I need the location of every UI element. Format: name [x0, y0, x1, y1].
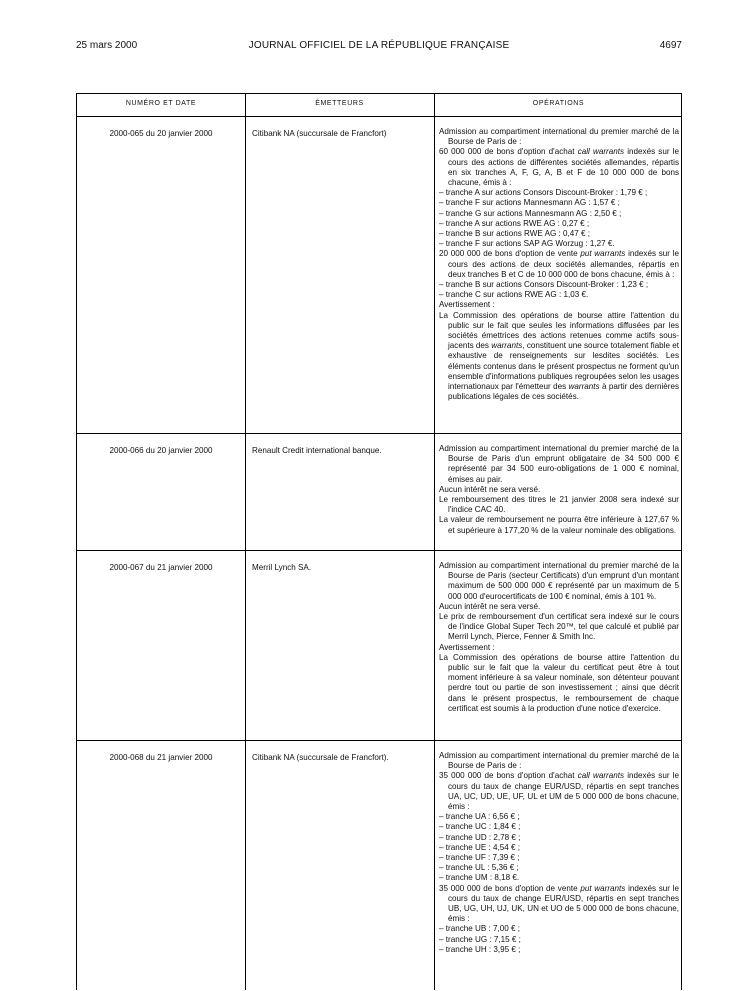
row-number-date: 2000-067 du 21 janvier 2000 [109, 563, 213, 572]
operation-text: Admission au compartiment international du premier marché de la Bourse de Paris (secteur Certificats) d'un emprunt d'un montant maximum de 500 000 000 € représenté par un maximum de 5 000 000 d'eurocertificats de 100 € nominal, émis à 101 %. [439, 561, 679, 601]
operation-text: Le prix de remboursement d'un certificat sera indexé sur le cours de l'indice Global Super Tech 20™, tel que calculé et publié par Merril Lynch, Pierce, Fenner & Smith Inc. [439, 612, 679, 642]
operation-text: 35 000 000 de bons d'option de vente put warrants indexés sur le cours du taux de change EUR/USD, répartis en sept tranches UB, UG, UH, UJ, UK, UN et UO de 5 000 000 de bons chacune, émis : [439, 883, 679, 924]
page-header [76, 40, 682, 56]
operation-text: La valeur de remboursement ne pourra être inférieure à 127,67 % et supérieure à 177,20 % de la valeur nominale des obligations. [439, 515, 679, 535]
row-number-date: 2000-068 du 21 janvier 2000 [109, 753, 213, 762]
warning-label: Avertissement : [439, 642, 495, 652]
row-operations [439, 444, 679, 536]
row-number-date: 2000-065 du 20 janvier 2000 [109, 129, 213, 138]
operation-list-item: – tranche UG : 7,15 € ; [439, 934, 521, 944]
operation-list-item: – tranche B sur actions RWE AG : 0,47 € ; [439, 229, 591, 239]
operation-text: Aucun intérêt ne sera versé. [439, 601, 541, 611]
operations-table [76, 93, 682, 990]
warning-text: La Commission des opérations de bourse attire l'attention du public sur le fait que la valeur du certificat peut être à tout moment inférieure à sa valeur nominale, son détenteur pouvant perdre tout ou partie de son investissement ; ainsi que décrit dans le présent prospectus, le remboursement de chaque certificat est soumis à la production d'une notice d'exercice. [439, 652, 679, 713]
row-operations [439, 127, 679, 402]
column-divider [245, 94, 246, 990]
column-divider [434, 94, 435, 990]
publication-date: 25 mars 2000 [76, 40, 138, 51]
operation-list-item: – tranche A sur actions RWE AG : 0,27 € ; [439, 218, 590, 228]
table-header [77, 94, 681, 117]
operation-list-item: – tranche UH : 3,95 € ; [439, 944, 521, 954]
operation-list-item: – tranche UA : 6,56 € ; [439, 812, 520, 822]
operation-text: 20 000 000 de bons d'option de vente put warrants indexés sur le cours des actions de deux sociétés allemandes, répartis en deux tranches B et C de 10 000 000 de bons chacune, émis à : [439, 249, 679, 279]
operation-list-item: – tranche C sur actions RWE AG : 1,03 €. [439, 290, 589, 300]
row-issuer: Renault Credit international banque. [252, 446, 382, 455]
operation-list-item: – tranche UM : 8,18 €. [439, 873, 520, 883]
operation-list-item: – tranche UD : 2,78 € ; [439, 832, 521, 842]
operation-text: Admission au compartiment international du premier marché de la Bourse de Paris d'un emprunt obligataire de 34 500 000 € représenté par 34 500 euro-obligations de 1 000 € nominal, émises au pair. [439, 444, 679, 484]
operation-list-item: – tranche F sur actions SAP AG Worzug : 1,27 €. [439, 239, 615, 249]
table-row [77, 116, 681, 434]
operation-list-item: – tranche UL : 5,36 € ; [439, 863, 519, 873]
operation-list-item: – tranche UB : 7,00 € ; [439, 924, 520, 934]
operation-text: Aucun intérêt ne sera versé. [439, 484, 541, 494]
operation-text: Admission au compartiment international du premier marché de la Bourse de Paris de : [439, 751, 679, 771]
operation-text: Le remboursement des titres le 21 janvier 2008 sera indexé sur l'indice CAC 40. [439, 495, 679, 515]
row-issuer: Citibank NA (succursale de Francfort) [252, 129, 387, 138]
operation-text: Admission au compartiment international du premier marché de la Bourse de Paris de : [439, 127, 679, 147]
operation-list-item: – tranche G sur actions Mannesmann AG : 2,50 € ; [439, 208, 622, 218]
page-number: 4697 [659, 40, 682, 51]
operation-list-item: – tranche F sur actions Mannesmann AG : 1,57 € ; [439, 198, 620, 208]
table-row [77, 550, 681, 741]
operation-list-item: – tranche UF : 7,39 € ; [439, 853, 520, 863]
operation-list-item: – tranche A sur actions Consors Discount-Broker : 1,79 € ; [439, 188, 648, 198]
column-header-issuers: ÉMETTEURS [315, 100, 364, 107]
row-number-date: 2000-066 du 20 janvier 2000 [109, 446, 213, 455]
column-header-number-date: NUMÉRO ET DATE [125, 100, 197, 107]
row-issuer: Merril Lynch SA. [252, 563, 312, 572]
warning-text: La Commission des opérations de bourse attire l'attention du public sur le fait que seules les informations diffusées par les sociétés émettrices des actions retenues comme actifs sous-jacents des warrants, constituent une source totalement fiable et exhaustive de renseignements sur lesdites sociétés. Les éléments contenus dans le présent prospectus ne forment qu'un ensemble d'informations publiques regroupées selon les usages internationaux par l'émetteur des warrants à partir des dernières publications légales de ces sociétés. [439, 310, 680, 402]
row-operations [439, 561, 679, 714]
operation-text: 60 000 000 de bons d'option d'achat call warrants indexés sur le cours des actions de différentes sociétés allemandes, répartis en six tranches A, F, G, A, B et F de 10 000 000 de bons chacune, émis à : [439, 147, 679, 188]
table-row [77, 740, 681, 991]
table-row [77, 433, 681, 551]
operation-list-item: – tranche UC : 1,84 € ; [439, 822, 521, 832]
operation-list-item: – tranche B sur actions Consors Discount-Broker : 1,23 € ; [439, 280, 649, 290]
journal-title: JOURNAL OFFICIEL DE LA RÉPUBLIQUE FRANÇAISE [248, 40, 510, 51]
row-operations [439, 751, 679, 955]
row-issuer: Citibank NA (succursale de Francfort). [252, 753, 389, 762]
column-header-operations: OPÉRATIONS [532, 100, 585, 107]
operation-text: 35 000 000 de bons d'option d'achat call warrants indexés sur le cours du taux de change EUR/USD, répartis en sept tranches UA, UC, UD, UE, UF, UL et UM de 5 000 000 de bons chacune, émis : [439, 771, 679, 812]
warning-label: Avertissement : [439, 300, 495, 310]
operation-list-item: – tranche UE : 4,54 € ; [439, 842, 520, 852]
